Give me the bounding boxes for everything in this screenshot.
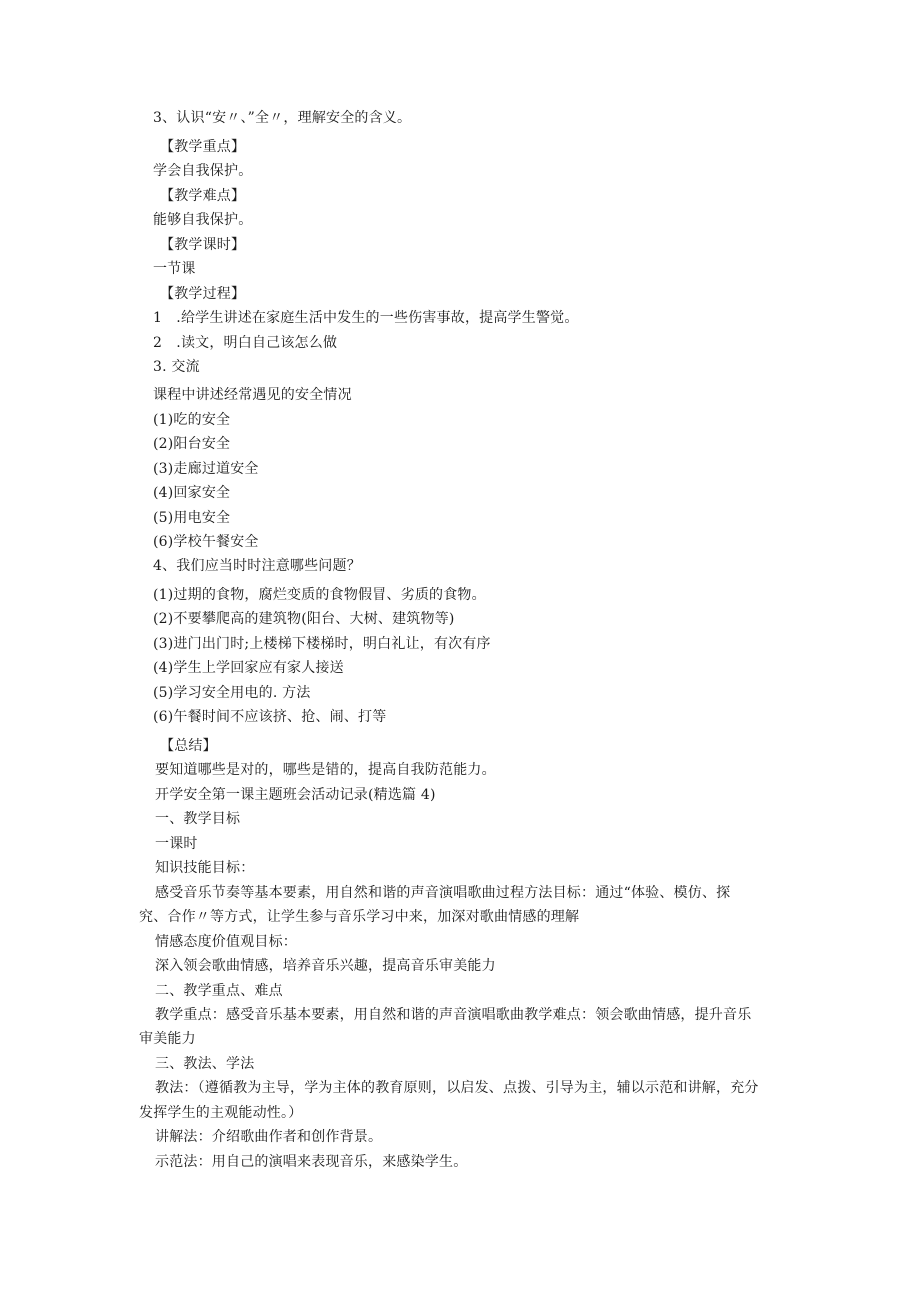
text-line: 审美能力 — [139, 1031, 196, 1047]
section-heading: 【教学难点】 — [160, 188, 246, 204]
text-line: 感受音乐节奏等基本要素，用自然和谐的声音演唱歌曲过程方法目标：通过“体验、模仿、探 — [155, 885, 731, 901]
list-item: (5)学习安全用电的. 方法 — [153, 685, 311, 701]
text-line: 知识技能目标： — [155, 860, 255, 876]
text-line: 教学重点：感受音乐基本要素，用自然和谐的声音演唱歌曲教学难点：领会歌曲情感，提升音乐 — [155, 1007, 752, 1023]
text-line: 2 .读文，明白自己该怎么做 — [153, 335, 338, 351]
list-item: (6)学校午餐安全 — [153, 534, 259, 550]
text-line: 一、教学目标 — [155, 811, 241, 827]
text-line: 示范法：用自己的演唱来表现音乐，来感染学生。 — [155, 1154, 468, 1170]
section-heading: 【教学课时】 — [160, 237, 246, 253]
list-item: (4)学生上学回家应有家人接送 — [153, 660, 344, 676]
list-item: (3)走廊过道安全 — [153, 461, 259, 477]
text-line: 教法：（遵循教为主导，学为主体的教育原则，以启发、点拨、引导为主，辅以示范和讲解，充分 — [155, 1080, 759, 1096]
text-line: 发挥学生的主观能动性。） — [139, 1105, 303, 1121]
text-line: 4、我们应当时时注意哪些问题？ — [153, 558, 361, 574]
list-item: (1)吃的安全 — [153, 412, 231, 428]
text-line: 讲解法：介绍歌曲作者和创作背景。 — [155, 1129, 383, 1145]
text-line: 3、认识“安〃、”全〃，理解安全的含义。 — [153, 110, 412, 126]
text-line: 要知道哪些是对的，哪些是错的，提高自我防范能力。 — [155, 762, 496, 778]
text-line: 一课时 — [155, 836, 198, 852]
text-line: 学会自我保护。 — [153, 163, 253, 179]
list-item: (3)进门出门时;上楼梯下楼梯时，明白礼让，有次有序 — [153, 636, 491, 652]
section-heading: 【总结】 — [160, 738, 217, 754]
text-line: 究、合作〃等方式，让学生参与音乐学习中来，加深对歌曲情感的理解 — [139, 909, 580, 925]
list-item: (2)阳台安全 — [153, 436, 231, 452]
section-heading: 【教学过程】 — [160, 286, 246, 302]
text-line: 能够自我保护。 — [153, 212, 253, 228]
text-line: 课程中讲述经常遇见的安全情况 — [153, 387, 352, 403]
text-line: 一节课 — [153, 261, 196, 277]
list-item: (6)午餐时间不应该挤、抢、闹、打等 — [153, 709, 387, 725]
list-item: (4)回家安全 — [153, 485, 231, 501]
text-line: 情感态度价值观目标： — [155, 934, 297, 950]
text-line: 1 .给学生讲述在家庭生活中发生的一些伤害事故，提高学生警觉。 — [153, 310, 579, 326]
list-item: (2)不要攀爬高的建筑物(阳台、大树、建筑物等) — [153, 611, 455, 627]
list-item: (1)过期的食物，腐烂变质的食物假冒、劣质的食物。 — [153, 587, 486, 603]
list-item: (5)用电安全 — [153, 510, 231, 526]
section-title: 开学安全第一课主题班会活动记录(精选篇 4) — [155, 787, 436, 803]
section-heading: 【教学重点】 — [160, 139, 246, 155]
text-line: 深入领会歌曲情感，培养音乐兴趣，提高音乐审美能力 — [155, 958, 496, 974]
text-line: 3. 交流 — [153, 359, 200, 375]
text-line: 二、教学重点、难点 — [155, 983, 283, 999]
text-line: 三、教法、学法 — [155, 1056, 255, 1072]
